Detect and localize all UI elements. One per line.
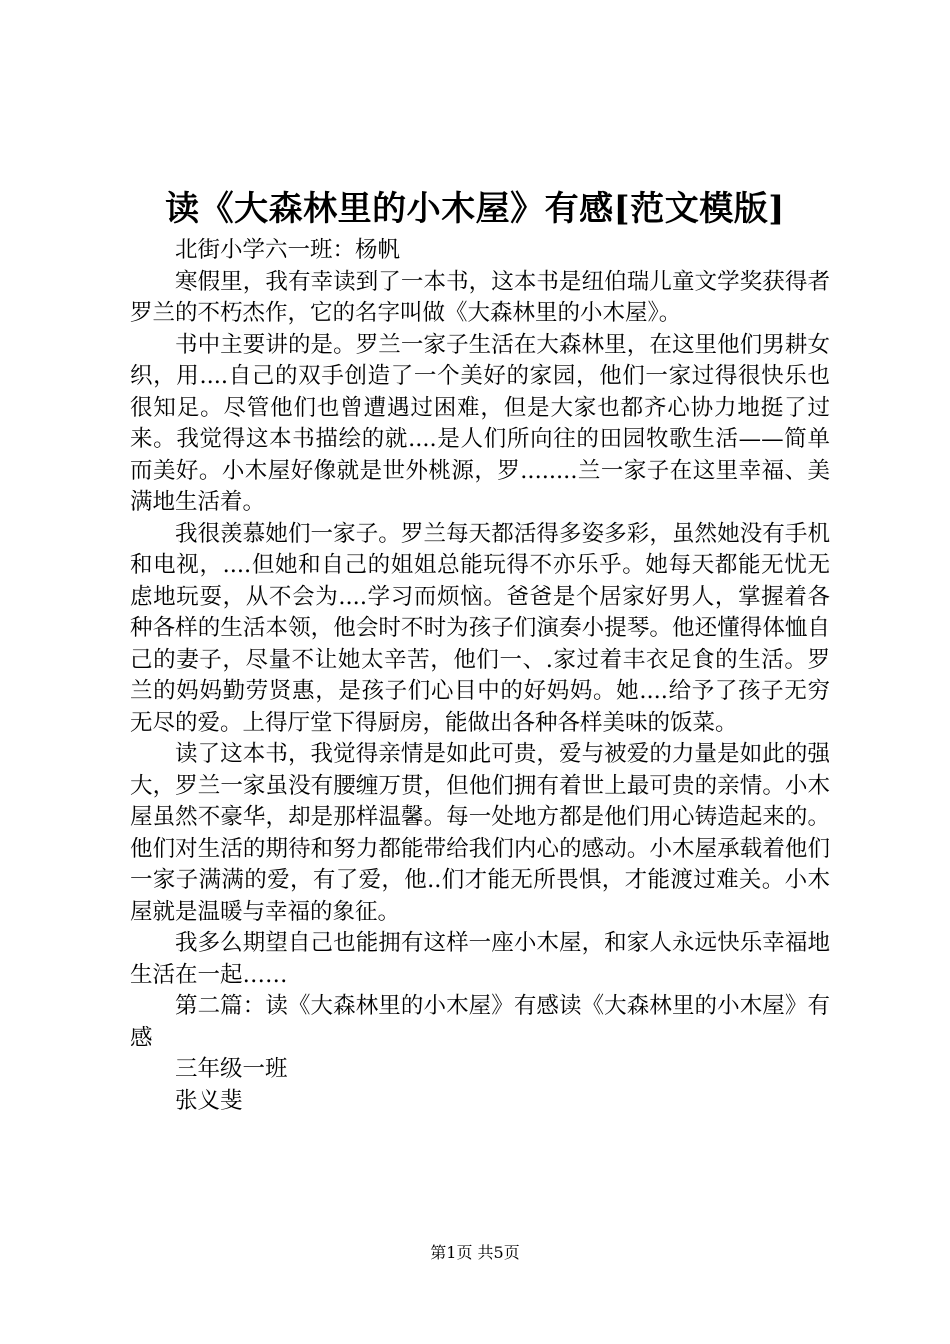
- paragraph-3: 我很羡慕她们一家子。罗兰每天都活得多姿多彩，虽然她没有手机和电视，....但她和自己的姐姐总能玩得不亦乐乎。她每天都能无忧无虑地玩耍，从不会为....学习而烦恼。爸爸是个居家好男人，掌握着各种各样的生活本领，他会时不时为孩子们演奏小提琴。他还懂得体恤自己的妻子，尽量不让她太辛苦，他们一、.家过着丰衣足食的生活。罗兰的妈妈勤劳贤惠，是孩子们心目中的好妈妈。她....给予了孩子无穷无尽的爱。上得厅堂下得厨房，能做出各种各样美味的饭菜。: [130, 520, 830, 736]
- second-article-heading: 第二篇：读《大森林里的小木屋》有感读《大森林里的小木屋》有感: [130, 993, 830, 1051]
- class-line: 三年级一班: [175, 1056, 288, 1082]
- document-body: [130, 235, 830, 1117]
- second-author-line: 张义斐: [175, 1087, 243, 1114]
- paragraph-4: 读了这本书，我觉得亲情是如此可贵，爱与被爱的力量是如此的强大，罗兰一家虽没有腰缠万贯，但他们拥有着世上最可贵的亲情。小木屋虽然不豪华，却是那样温馨。每一处地方都是他们用心铸造起来的。他们对生活的期待和努力都能带给我们内心的感动。小木屋承载着他们一家子满满的爱，有了爱，他..们才能无所畏惧，才能渡过难关。小木屋就是温暖与幸福的象征。: [130, 741, 830, 925]
- paragraph-2: 书中主要讲的是。罗兰一家子生活在大森林里，在这里他们男耕女织，用....自己的双手创造了一个美好的家园，他们一家过得很快乐也很知足。尽管他们也曾遭遇过困难，但是大家也都齐心协力地挺了过来。我觉得这本书描绘的就....是人们所向往的田园牧歌生活——简单而美好。小木屋好像就是世外桃源，罗........兰一家子在这里幸福、美满地生活着。: [130, 331, 830, 515]
- document-title: 读《大森林里的小木屋》有感[范文模版]: [165, 189, 785, 229]
- paragraph-5: 我多么期望自己也能拥有这样一座小木屋，和家人永远快乐幸福地生活在一起……: [130, 930, 830, 988]
- author-line: 北街小学六一班：杨帆: [175, 237, 401, 263]
- paragraph-1: 寒假里，我有幸读到了一本书，这本书是纽伯瑞儿童文学奖获得者罗兰的不朽杰作，它的名字叫做《大森林里的小木屋》。: [130, 268, 830, 326]
- page-number: 第1页 共5页: [430, 1243, 520, 1262]
